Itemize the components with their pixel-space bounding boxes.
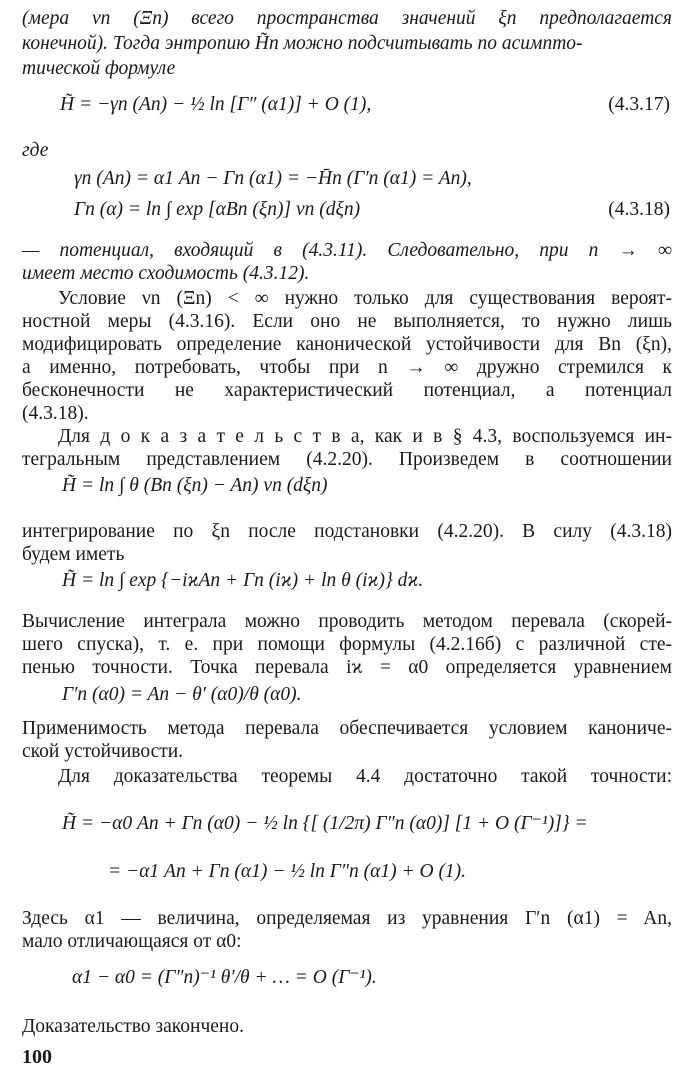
text-line: тической формуле [22, 58, 176, 79]
text-line: Здесь α1 — величина, определяемая из уравнения Γ′n (α1) = An, [22, 908, 672, 929]
text-line: тегральным представлением (4.2.20). Произведем в соотношении [22, 449, 672, 470]
equation-gamma: γn (An) = α1 An − Γn (α1) = −H̄n (Γ′n (α1) = An), [74, 168, 472, 189]
text-line: имеет место сходимость (4.3.12). [22, 263, 310, 284]
page-number: 100 [22, 1046, 52, 1068]
text-line: Вычисление интеграла можно проводить методом перевала (скорей- [22, 611, 672, 632]
equation-entropy-exp: H̃ = ln ∫ exp {−iϰAn + Γn (iϰ) + ln θ (iϰ)} dϰ. [62, 570, 424, 591]
equation-approximation-2: = −α1 An + Γn (α1) − ½ ln Γ″n (α1) + O (1). [108, 861, 467, 882]
text-line: конечной). Тогда энтропию H̃n можно подсчитывать по асимпто- [22, 33, 583, 54]
text-line: будем иметь [22, 544, 125, 565]
equation-entropy-integral: H̃ = ln ∫ θ (Bn (ξn) − An) νn (dξn) [62, 475, 328, 496]
text-line: мало отличающаяся от α0: [22, 931, 242, 952]
text-line: Доказательство закончено. [22, 1016, 244, 1037]
text-line: интегрирование по ξn после подстановки (4.2.20). В силу (4.3.18) [22, 521, 672, 542]
text-line: — потенциал, входящий в (4.3.11). Следовательно, при n → ∞ [22, 240, 672, 261]
text-line: Для д о к а з а т е л ь с т в а, как и в § 4.3, воспользуемся ин- [58, 426, 672, 447]
equation-saddle-point: Γ′n (α0) = An − θ′ (α0)/θ (α0). [62, 684, 302, 705]
text-line: Применимость метода перевала обеспечивается условием канониче- [22, 718, 672, 739]
text-line: Условие νn (Ξn) < ∞ нужно только для существования вероят- [58, 288, 672, 309]
text-line: шего спуска), т. е. при помощи формулы (4.2.16б) с различной сте- [22, 634, 672, 655]
equation-number: (4.3.18) [608, 199, 670, 220]
equation-approximation-1: H̃ = −α0 An + Γn (α0) − ½ ln {[ (1/2π) Γ″n (α0)] [1 + O (Γ⁻¹)]} = [62, 813, 588, 834]
text-line: (мера νn (Ξn) всего пространства значений ξn предполагается [22, 8, 672, 29]
equation-4-3-17: H̃ = −γn (An) − ½ ln [Γ″ (α1)] + O (1), [60, 94, 372, 115]
text-line: бесконечности не характеристический потенциал, а потенциал [22, 380, 672, 401]
equation-4-3-18: Γn (α) = ln ∫ exp [αBn (ξn)] νn (dξn) [74, 199, 361, 220]
equation-number: (4.3.17) [608, 94, 670, 115]
text-line: пенью точности. Точка перевала iϰ = α0 определяется уравнением [22, 657, 672, 678]
text-line: Для доказательства теоремы 4.4 достаточно такой точности: [58, 766, 672, 787]
text-line: (4.3.18). [22, 403, 89, 424]
text-line: где [22, 140, 49, 161]
text-line: модифицировать определение канонической устойчивости для Bn (ξn), [22, 334, 672, 355]
text-line: ностной меры (4.3.16). Если оно не выполняется, то нужно лишь [22, 311, 672, 332]
text-line: ской устойчивости. [22, 741, 184, 762]
text-line: а именно, потребовать, чтобы при n → ∞ дружно стремился к [22, 357, 672, 378]
equation-alpha-difference: α1 − α0 = (Γ″n)⁻¹ θ′/θ + … = O (Γ⁻¹). [72, 967, 377, 988]
